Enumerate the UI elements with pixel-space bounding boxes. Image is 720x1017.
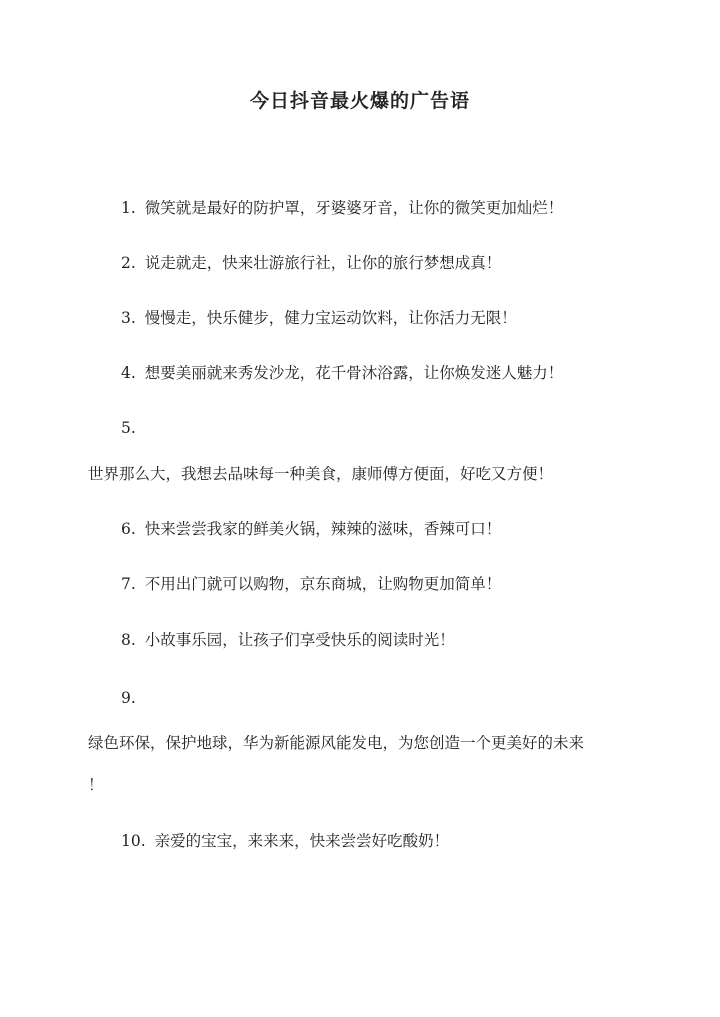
list-item [121,630,455,650]
document-title: 今日抖音最火爆的广告语 [249,90,470,112]
list-item [121,519,501,539]
item-number: 1. [121,199,136,217]
item-number: 8. [121,631,136,649]
item-text: 绿色环保，保护地球，华为新能源风能发电，为您创造一个更美好的未来 [88,734,585,752]
item-number: 3. [121,309,136,327]
list-item [121,574,501,594]
list-item [121,253,501,273]
list-item-text-wrapped [88,733,584,753]
item-text: 快来尝尝我家的鲜美火锅，辣辣的滋味，香辣可口！ [144,520,502,538]
item-text: 小故事乐园，让孩子们享受快乐的阅读时光！ [144,631,455,649]
item-text: 说走就走，快来壮游旅行社，让你的旅行梦想成真！ [144,254,502,272]
item-number: 10. [121,832,146,850]
list-item-text-wrapped [88,464,553,484]
list-item-number-only [121,418,136,438]
item-text: 想要美丽就来秀发沙龙，花千骨沐浴露，让你焕发迷人魅力！ [144,364,564,382]
item-text: 世界那么大，我想去品味每一种美食，康师傅方便面，好吃又方便！ [88,465,554,483]
item-number: 9. [121,689,136,707]
item-text: 微笑就是最好的防护罩，牙婆婆牙音，让你的微笑更加灿烂！ [144,199,564,217]
list-item-text-continuation [88,775,104,795]
item-number: 5. [121,419,136,437]
item-number: 6. [121,520,136,538]
item-text: 慢慢走，快乐健步，健力宝运动饮料，让你活力无限！ [144,309,517,327]
list-item [121,308,517,328]
list-item [121,831,449,851]
item-text-continuation: ！ [88,776,104,794]
item-text: 亲爱的宝宝，来来来，快来尝尝好吃酸奶！ [154,832,450,850]
list-item-number-only [121,688,136,708]
item-text: 不用出门就可以购物，京东商城，让购物更加简单！ [144,575,502,593]
list-item [121,198,563,218]
item-number: 4. [121,364,136,382]
item-number: 2. [121,254,136,272]
item-number: 7. [121,575,136,593]
list-item [121,363,563,383]
